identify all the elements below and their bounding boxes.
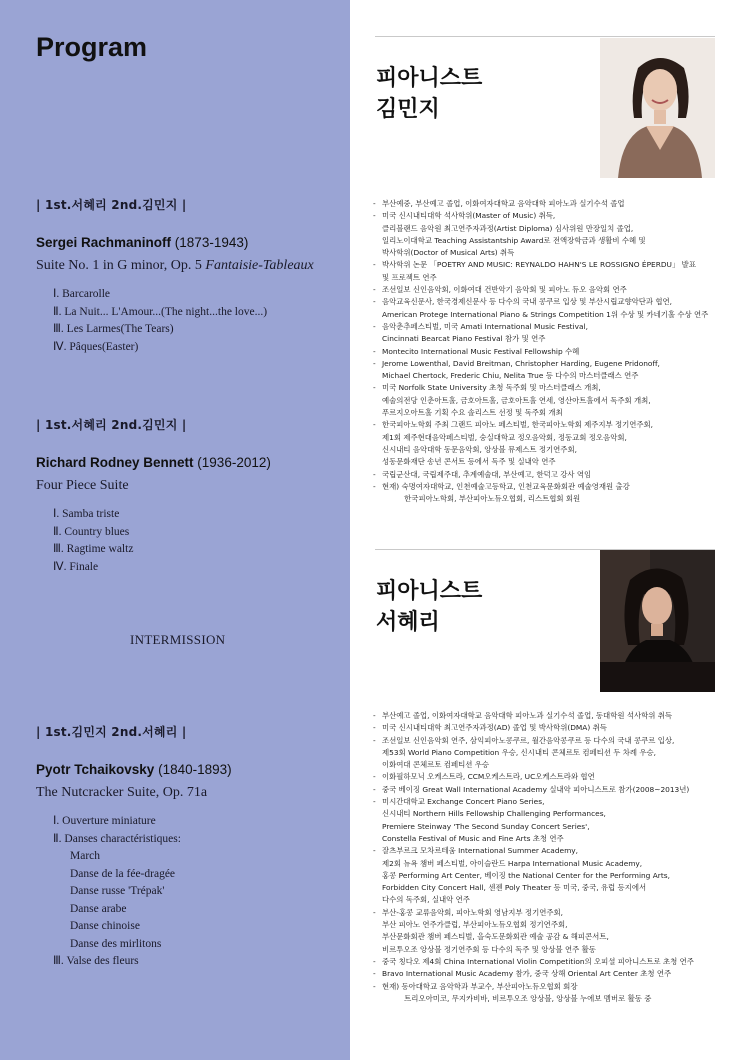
bio-item: - 부산-홍콩 교류음악회, 피아노학회 영남지부 정기연주회, 부산 피아노 연주가클럽, 부산피아노듀오협회 정기연주회, 부산문화회관 챔버 페스티벌, 을숙도문화회관 예술 공감 & 해피콘서트, 비르투오조 앙상블 정기연주회 등 다수의 독주 및 앙상블 연주 활동 [372,907,722,956]
bio-item: - 미시간대학교 Exchange Concert Piano Series, 신시내티 Northern Hills Fellowship Challenging Performances, Premiere Steinway 'The Second Sunday Concert Series', Constella Festival of Music and Fine Arts 초청 연주 [372,796,722,845]
work-title [36,258,336,274]
composer-line [36,235,336,250]
work-subtitle: Fantaisie-Tableaux [205,258,314,273]
pianist-name: 서혜리 [376,610,440,635]
movement: Ⅳ. Pâques(Easter) [53,340,139,353]
movement: Ⅲ. Ragtime waltz [53,543,134,555]
bio-item: - 미국 신시내티대학 최고연주자과정(AD) 졸업 및 박사학위(DMA) 취득 [372,722,722,734]
movement: Danse de la fée-dragée [70,867,176,880]
composer-line [36,762,336,777]
bio-item: - 한국피아노학회 주최 그랜드 피아노 페스티벌, 한국피아노학회 제주지부 정기연주회, 제1회 제주현대음악페스티벌, 숭실대학교 정오음악회, 정동교회 정오음악회, 신시내티 음악대학 동문음악회, 앙상블 뮤제스트 정기연주회, 성동문화재단 송년 콘서트 등에서 독주 및 실내악 연주 [372,419,722,468]
program-panel [0,0,350,1060]
program-section-rachmaninoff [36,196,336,356]
pianist-heading [376,63,482,125]
movement: Ⅰ. Ouverture miniature [53,815,156,827]
bio-item: - 미국 Norfolk State University 초청 독주회 및 마스터클래스 개최, 예술의전당 인춘아트홀, 금호아트홀, 금호아트홀 연세, 영산아트홀에서 독주회 개최, 푸르지오아트홀 기획 수요 솔리스트 선정 및 독주회 개최 [372,382,722,419]
bio-item: - 박사학위 논문 「POETRY AND MUSIC: REYNALDO HAHN'S LE ROSSIGNO ÉPERDU」 발표 및 프로젝트 연주 [372,259,722,284]
bio-item: - Jerome Lowenthal, David Breitman, Christopher Harding, Eugene Pridonoff, Michael Chertock, Frederic Chiu, Nelita True 등 다수의 마스터클래스 연주 [372,358,722,383]
work-name: Suite No. 1 in G minor, Op. 5 [36,258,202,273]
bio-item: - 중국 베이징 Great Wall International Academy 실내악 피아니스트로 참가(2008~2013년) [372,784,722,796]
movement: March [70,850,101,862]
composer-years: (1840-1893) [158,762,232,777]
work-name: Four Piece Suite [36,478,129,493]
bio-item: - 부산예고 졸업, 이화여자대학교 음악대학 피아노과 실기수석 졸업, 동대학원 석사학위 취득 [372,710,722,722]
movement: Ⅱ. Danses charactéristiques: [53,832,181,845]
composer-line [36,455,336,470]
pianist-heading [376,576,482,638]
composer-name: Richard Rodney Bennett [36,455,194,470]
bio-item: - 이화필하모닉 오케스트라, CCM오케스트라, UC오케스트라와 협연 [372,771,722,783]
bio-item: - 현재) 숙명여자대학교, 인천예술고등학교, 인천교육문화회관 예술영재원 출강 한국피아노학회, 부산피아노듀오협회, 리스트협회 회원 [372,481,722,506]
movement: Danse russe 'Trépak' [70,885,165,897]
bio-item: - Montecito International Music Festival Fellowship 수혜 [372,346,722,358]
work-name: The Nutcracker Suite, Op. 71a [36,785,208,800]
composer-years: (1873-1943) [174,235,249,250]
movement: Ⅰ. Barcarolle [53,288,111,300]
bio-item: - 음악교육신문사, 한국경제신문사 등 다수의 국내 콩쿠르 입상 및 부산시립교향악단과 협연, American Protege International Piano & Strings Competition 1위 수상 및 카네기홀 수상 연주 [372,296,722,321]
work-title [36,478,336,494]
bio-item: - 조선일보 신인음악회, 이화여대 건반악기 음악회 및 피아노 듀오 음악회 연주 [372,284,722,296]
pianist-bio [372,198,722,505]
movement: Ⅲ. Valse des fleurs [53,955,139,967]
movement: Danse chinoise [70,920,140,932]
movement: Danse des mirlitons [70,937,162,950]
bio-item: - Bravo International Music Academy 참가, 중국 상해 Oriental Art Center 초청 연주 [372,968,722,980]
bio-item: - 잘츠부르크 모차르테움 International Summer Academy, 제2회 뉴욕 챔버 페스티벌, 아이슬란드 Harpa International Music Academy, 홍콩 Performing Art Center, 베이징 the National Center for the Performing Arts, Forbidden City Concert Hall, 센젠 Poly Theater 등 미국, 중국, 유럽 등지에서 다수의 독주회, 실내악 연주 [372,845,722,906]
composer-name: Pyotr Tchaikovsky [36,762,155,777]
program-section-bennett [36,416,336,576]
bio-item: - 국립군산대, 국립제주대, 추계예술대, 부산예고, 한덕고 강사 역임 [372,469,722,481]
movement: Ⅲ. Les Larmes(The Tears) [53,323,174,335]
program-section-tchaikovsky [36,723,336,971]
bio-item: - 조선일보 신인음악회 연주, 삼익피아노콩쿠르, 월간음악콩쿠르 등 다수의 국내 콩쿠르 입상, 제53회 World Piano Competition 우승, 신시내티 콘체르토 컴페티션 두 차례 우승, 이화여대 콘체르토 컴페티션 우승 [372,735,722,772]
movement: Danse arabe [70,902,127,915]
movement: Ⅳ. Finale [53,560,99,573]
pianist-bio [372,710,722,1005]
movement: Ⅱ. La Nuit... L'Amour...(The night...the love...) [53,305,268,318]
movement: Ⅱ. Country blues [53,525,130,538]
performance-order: | 1st.서혜리 2nd.김민지 | [36,418,187,432]
divider [375,36,715,37]
bio-item: - 중국 칭다오 제4회 China International Violin Competition의 오피셜 피아니스트로 초청 연주 [372,956,722,968]
intermission-label: INTERMISSION [130,632,226,647]
work-title [36,785,336,801]
program-title: Program [36,32,148,62]
pianist-photo [600,550,715,692]
composer-name: Sergei Rachmaninoff [36,235,172,250]
movement: Ⅰ. Samba triste [53,508,120,520]
bio-item: - 음악춘추페스티벌, 미국 Amati International Music Festival, Cincinnati Bearcat Piano Festival 참가 및 연주 [372,321,722,346]
pianist-role: 피아니스트 [376,579,483,604]
bio-item: - 현재) 동아대학교 음악학과 부교수, 부산피아노듀오협회 회장 트리오아미코, 무지카비바, 비르투오조 앙상블, 앙상블 누에보 멤버로 활동 중 [372,981,722,1006]
performance-order: | 1st.김민지 2nd.서혜리 | [36,725,187,739]
pianist-photo [600,38,715,178]
composer-years: (1936-2012) [197,455,271,470]
pianist-role: 피아니스트 [376,66,483,91]
performance-order: | 1st.서혜리 2nd.김민지 | [36,198,187,212]
bio-item: - 미국 신시내티대학 석사학위(Master of Music) 취득, 클리블랜드 음악원 최고연주자과정(Artist Diploma) 심사위원 만장일치 졸업, 일리노이대학교 Teaching Assistantship Award로 전액장학금과 생활비 수혜 및 박사학위(Doctor of Musical Arts) 취득 [372,210,722,259]
pianist-name: 김민지 [376,97,440,122]
bio-item: - 부산예중, 부산예고 졸업, 이화여자대학교 음악대학 피아노과 실기수석 졸업 [372,198,722,210]
